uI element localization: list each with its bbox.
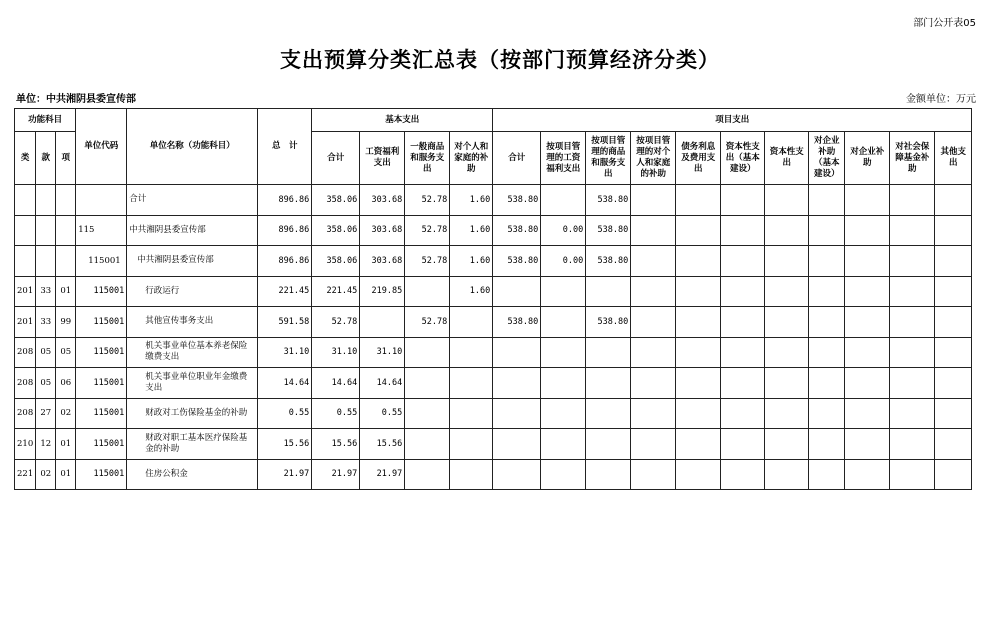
cell-total: 14.64 bbox=[258, 368, 312, 399]
project-col-header: 对企业补助（基本建设） bbox=[809, 132, 845, 185]
cell-b-sum: 14.64 bbox=[312, 368, 360, 399]
table-row bbox=[15, 337, 972, 368]
cell-kuan: 02 bbox=[36, 459, 56, 490]
project-col-header: 对社会保障基金补助 bbox=[890, 132, 935, 185]
cell-empty bbox=[721, 398, 765, 429]
table-row bbox=[15, 459, 972, 490]
func-subject-header: 功能科目 bbox=[15, 109, 76, 132]
expenditure-table bbox=[14, 108, 972, 490]
cell-p-sum bbox=[493, 459, 541, 490]
cell-p-wage bbox=[541, 459, 586, 490]
cell-code: 115001 bbox=[76, 398, 127, 429]
cell-empty bbox=[935, 215, 972, 246]
cell-b-ind bbox=[450, 368, 493, 399]
cell-p-goods: 538.80 bbox=[586, 215, 631, 246]
cell-total: 591.58 bbox=[258, 307, 312, 338]
cell-empty bbox=[721, 185, 765, 216]
cell-xiang bbox=[56, 185, 76, 216]
cell-empty bbox=[676, 185, 721, 216]
cell-b-wage: 303.68 bbox=[360, 246, 405, 277]
cell-b-sum: 31.10 bbox=[312, 337, 360, 368]
cell-b-wage: 31.10 bbox=[360, 337, 405, 368]
cell-empty bbox=[721, 459, 765, 490]
cell-kuan bbox=[36, 215, 56, 246]
cell-empty bbox=[890, 307, 935, 338]
cell-b-ind: 1.60 bbox=[450, 246, 493, 277]
cell-empty bbox=[890, 459, 935, 490]
project-col-header: 按项目管理的对个人和家庭的补助 bbox=[631, 132, 676, 185]
cell-name: 机关事业单位基本养老保险缴费支出 bbox=[127, 337, 258, 368]
xiang-header: 项 bbox=[56, 132, 76, 185]
cell-kuan: 33 bbox=[36, 307, 56, 338]
cell-name: 住房公积金 bbox=[127, 459, 258, 490]
cell-empty bbox=[765, 429, 809, 460]
cell-lei: 210 bbox=[15, 429, 36, 460]
cell-empty bbox=[845, 185, 890, 216]
cell-p-sum: 538.80 bbox=[493, 185, 541, 216]
cell-b-wage bbox=[360, 307, 405, 338]
cell-p-goods: 538.80 bbox=[586, 246, 631, 277]
cell-empty bbox=[765, 246, 809, 277]
cell-b-sum: 52.78 bbox=[312, 307, 360, 338]
cell-empty bbox=[809, 246, 845, 277]
table-number-label: 部门公开表05 bbox=[913, 18, 976, 29]
cell-b-sum: 358.06 bbox=[312, 185, 360, 216]
cell-empty bbox=[631, 368, 676, 399]
cell-total: 896.86 bbox=[258, 215, 312, 246]
cell-empty bbox=[890, 215, 935, 246]
cell-xiang bbox=[56, 215, 76, 246]
cell-empty bbox=[676, 215, 721, 246]
cell-kuan: 12 bbox=[36, 429, 56, 460]
cell-b-goods: 52.78 bbox=[405, 215, 450, 246]
cell-p-goods bbox=[586, 429, 631, 460]
cell-lei: 201 bbox=[15, 307, 36, 338]
cell-p-sum bbox=[493, 368, 541, 399]
basic-col-header: 一般商品和服务支出 bbox=[405, 132, 450, 185]
cell-kuan bbox=[36, 185, 56, 216]
cell-kuan: 05 bbox=[36, 368, 56, 399]
cell-b-sum: 358.06 bbox=[312, 246, 360, 277]
cell-code: 115001 bbox=[76, 368, 127, 399]
cell-b-ind: 1.60 bbox=[450, 276, 493, 307]
cell-b-ind bbox=[450, 459, 493, 490]
cell-empty bbox=[845, 429, 890, 460]
cell-empty bbox=[721, 368, 765, 399]
cell-empty bbox=[765, 215, 809, 246]
cell-b-ind bbox=[450, 398, 493, 429]
cell-p-sum bbox=[493, 276, 541, 307]
cell-empty bbox=[809, 398, 845, 429]
cell-empty bbox=[809, 368, 845, 399]
cell-empty bbox=[935, 459, 972, 490]
cell-p-goods: 538.80 bbox=[586, 307, 631, 338]
cell-total: 896.86 bbox=[258, 246, 312, 277]
cell-b-wage: 15.56 bbox=[360, 429, 405, 460]
cell-p-wage bbox=[541, 276, 586, 307]
project-col-header: 按项目管理的商品和服务支出 bbox=[586, 132, 631, 185]
cell-code: 115001 bbox=[76, 246, 127, 277]
cell-empty bbox=[676, 337, 721, 368]
cell-empty bbox=[721, 429, 765, 460]
cell-xiang: 01 bbox=[56, 276, 76, 307]
table-row bbox=[15, 215, 972, 246]
cell-p-goods bbox=[586, 276, 631, 307]
cell-lei bbox=[15, 215, 36, 246]
kuan-header: 款 bbox=[36, 132, 56, 185]
cell-empty bbox=[935, 337, 972, 368]
cell-code: 115001 bbox=[76, 337, 127, 368]
cell-empty bbox=[765, 398, 809, 429]
page-title: 支出预算分类汇总表（按部门预算经济分类） bbox=[280, 48, 720, 72]
cell-kuan: 27 bbox=[36, 398, 56, 429]
cell-lei bbox=[15, 246, 36, 277]
cell-empty bbox=[631, 185, 676, 216]
cell-empty bbox=[809, 307, 845, 338]
cell-empty bbox=[721, 215, 765, 246]
cell-b-goods bbox=[405, 337, 450, 368]
cell-name: 财政对职工基本医疗保险基金的补助 bbox=[127, 429, 258, 460]
cell-empty bbox=[765, 276, 809, 307]
cell-empty bbox=[631, 337, 676, 368]
total-header: 总 计 bbox=[258, 109, 312, 185]
cell-empty bbox=[676, 246, 721, 277]
basic-col-header: 对个人和家庭的补助 bbox=[450, 132, 493, 185]
cell-lei: 208 bbox=[15, 368, 36, 399]
cell-name: 其他宣传事务支出 bbox=[127, 307, 258, 338]
cell-empty bbox=[809, 185, 845, 216]
cell-empty bbox=[890, 276, 935, 307]
cell-xiang: 02 bbox=[56, 398, 76, 429]
project-col-header: 其他支出 bbox=[935, 132, 972, 185]
cell-b-goods bbox=[405, 429, 450, 460]
cell-b-wage: 219.85 bbox=[360, 276, 405, 307]
cell-p-wage bbox=[541, 398, 586, 429]
cell-b-wage: 14.64 bbox=[360, 368, 405, 399]
cell-p-sum: 538.80 bbox=[493, 215, 541, 246]
cell-b-sum: 21.97 bbox=[312, 459, 360, 490]
cell-empty bbox=[845, 246, 890, 277]
cell-empty bbox=[890, 398, 935, 429]
cell-lei: 208 bbox=[15, 337, 36, 368]
project-col-header: 按项目管理的工资福利支出 bbox=[541, 132, 586, 185]
cell-b-sum: 358.06 bbox=[312, 215, 360, 246]
cell-xiang: 99 bbox=[56, 307, 76, 338]
cell-kuan: 33 bbox=[36, 276, 56, 307]
cell-p-sum bbox=[493, 429, 541, 460]
cell-lei bbox=[15, 185, 36, 216]
cell-empty bbox=[845, 215, 890, 246]
cell-xiang bbox=[56, 246, 76, 277]
cell-b-goods: 52.78 bbox=[405, 307, 450, 338]
cell-code: 115 bbox=[76, 215, 127, 246]
cell-empty bbox=[809, 276, 845, 307]
table-row bbox=[15, 246, 972, 277]
project-col-header: 债务利息及费用支出 bbox=[676, 132, 721, 185]
cell-xiang: 05 bbox=[56, 337, 76, 368]
cell-p-sum bbox=[493, 337, 541, 368]
cell-empty bbox=[631, 246, 676, 277]
cell-xiang: 06 bbox=[56, 368, 76, 399]
cell-b-wage: 21.97 bbox=[360, 459, 405, 490]
basic-col-header: 合计 bbox=[312, 132, 360, 185]
cell-empty bbox=[765, 185, 809, 216]
cell-total: 21.97 bbox=[258, 459, 312, 490]
table-row bbox=[15, 307, 972, 338]
basic-expenditure-header: 基本支出 bbox=[312, 109, 493, 132]
cell-empty bbox=[935, 307, 972, 338]
cell-p-sum: 538.80 bbox=[493, 246, 541, 277]
cell-empty bbox=[765, 459, 809, 490]
cell-p-wage bbox=[541, 307, 586, 338]
cell-b-ind: 1.60 bbox=[450, 215, 493, 246]
cell-empty bbox=[676, 429, 721, 460]
cell-p-goods bbox=[586, 459, 631, 490]
cell-empty bbox=[631, 459, 676, 490]
project-col-header: 资本性支出 bbox=[765, 132, 809, 185]
cell-b-goods: 52.78 bbox=[405, 246, 450, 277]
cell-empty bbox=[765, 337, 809, 368]
cell-b-goods: 52.78 bbox=[405, 185, 450, 216]
cell-empty bbox=[676, 459, 721, 490]
cell-p-wage bbox=[541, 368, 586, 399]
cell-empty bbox=[935, 276, 972, 307]
cell-b-goods bbox=[405, 276, 450, 307]
cell-p-wage: 0.00 bbox=[541, 215, 586, 246]
cell-b-sum: 221.45 bbox=[312, 276, 360, 307]
cell-empty bbox=[721, 276, 765, 307]
amount-unit-label: 金额单位：万元 bbox=[906, 94, 976, 105]
cell-empty bbox=[809, 215, 845, 246]
cell-empty bbox=[890, 185, 935, 216]
cell-code: 115001 bbox=[76, 429, 127, 460]
unit-name-header: 单位名称（功能科目） bbox=[127, 109, 258, 185]
cell-code: 115001 bbox=[76, 276, 127, 307]
cell-empty bbox=[845, 459, 890, 490]
table-row bbox=[15, 429, 972, 460]
cell-empty bbox=[676, 276, 721, 307]
cell-empty bbox=[765, 368, 809, 399]
cell-xiang: 01 bbox=[56, 429, 76, 460]
cell-empty bbox=[676, 368, 721, 399]
cell-p-goods bbox=[586, 368, 631, 399]
cell-p-wage bbox=[541, 185, 586, 216]
cell-empty bbox=[845, 398, 890, 429]
table-row bbox=[15, 398, 972, 429]
cell-empty bbox=[845, 337, 890, 368]
cell-b-ind bbox=[450, 429, 493, 460]
cell-empty bbox=[809, 337, 845, 368]
cell-b-goods bbox=[405, 398, 450, 429]
cell-empty bbox=[935, 368, 972, 399]
cell-empty bbox=[721, 246, 765, 277]
cell-name: 机关事业单位职业年金缴费支出 bbox=[127, 368, 258, 399]
cell-lei: 201 bbox=[15, 276, 36, 307]
cell-total: 31.10 bbox=[258, 337, 312, 368]
cell-empty bbox=[845, 276, 890, 307]
cell-p-sum bbox=[493, 398, 541, 429]
cell-xiang: 01 bbox=[56, 459, 76, 490]
cell-lei: 221 bbox=[15, 459, 36, 490]
cell-empty bbox=[631, 307, 676, 338]
cell-name: 行政运行 bbox=[127, 276, 258, 307]
cell-code: 115001 bbox=[76, 307, 127, 338]
cell-empty bbox=[935, 185, 972, 216]
cell-empty bbox=[676, 307, 721, 338]
lei-header: 类 bbox=[15, 132, 36, 185]
cell-name: 合计 bbox=[127, 185, 258, 216]
cell-p-wage: 0.00 bbox=[541, 246, 586, 277]
cell-empty bbox=[631, 215, 676, 246]
cell-b-goods bbox=[405, 459, 450, 490]
cell-empty bbox=[890, 429, 935, 460]
cell-total: 0.55 bbox=[258, 398, 312, 429]
cell-b-wage: 303.68 bbox=[360, 185, 405, 216]
cell-empty bbox=[845, 368, 890, 399]
cell-empty bbox=[631, 429, 676, 460]
cell-total: 15.56 bbox=[258, 429, 312, 460]
cell-b-wage: 303.68 bbox=[360, 215, 405, 246]
unit-code-header: 单位代码 bbox=[76, 109, 127, 185]
cell-p-goods bbox=[586, 337, 631, 368]
cell-kuan bbox=[36, 246, 56, 277]
cell-name: 财政对工伤保险基金的补助 bbox=[127, 398, 258, 429]
table-row bbox=[15, 276, 972, 307]
project-col-header: 资本性支出（基本建设） bbox=[721, 132, 765, 185]
cell-empty bbox=[676, 398, 721, 429]
cell-empty bbox=[845, 307, 890, 338]
cell-code bbox=[76, 185, 127, 216]
table-row bbox=[15, 368, 972, 399]
cell-empty bbox=[935, 246, 972, 277]
cell-b-ind bbox=[450, 307, 493, 338]
cell-b-ind bbox=[450, 337, 493, 368]
cell-kuan: 05 bbox=[36, 337, 56, 368]
cell-lei: 208 bbox=[15, 398, 36, 429]
cell-empty bbox=[721, 307, 765, 338]
cell-b-wage: 0.55 bbox=[360, 398, 405, 429]
basic-col-header: 工资福利支出 bbox=[360, 132, 405, 185]
cell-empty bbox=[721, 337, 765, 368]
cell-p-sum: 538.80 bbox=[493, 307, 541, 338]
cell-empty bbox=[935, 398, 972, 429]
table-row bbox=[15, 185, 972, 216]
cell-empty bbox=[809, 459, 845, 490]
project-col-header: 对企业补助 bbox=[845, 132, 890, 185]
cell-empty bbox=[890, 368, 935, 399]
cell-b-sum: 0.55 bbox=[312, 398, 360, 429]
cell-p-goods: 538.80 bbox=[586, 185, 631, 216]
cell-p-wage bbox=[541, 337, 586, 368]
cell-empty bbox=[631, 276, 676, 307]
cell-name: 中共湘阴县委宣传部 bbox=[127, 215, 258, 246]
cell-b-sum: 15.56 bbox=[312, 429, 360, 460]
cell-empty bbox=[890, 246, 935, 277]
project-expenditure-header: 项目支出 bbox=[493, 109, 972, 132]
cell-name: 中共湘阴县委宣传部 bbox=[127, 246, 258, 277]
cell-p-goods bbox=[586, 398, 631, 429]
cell-empty bbox=[765, 307, 809, 338]
unit-label: 单位：中共湘阴县委宣传部 bbox=[16, 94, 136, 105]
cell-empty bbox=[809, 429, 845, 460]
cell-code: 115001 bbox=[76, 459, 127, 490]
cell-total: 221.45 bbox=[258, 276, 312, 307]
cell-b-ind: 1.60 bbox=[450, 185, 493, 216]
cell-empty bbox=[935, 429, 972, 460]
cell-total: 896.86 bbox=[258, 185, 312, 216]
project-col-header: 合计 bbox=[493, 132, 541, 185]
cell-b-goods bbox=[405, 368, 450, 399]
cell-empty bbox=[631, 398, 676, 429]
cell-empty bbox=[890, 337, 935, 368]
cell-p-wage bbox=[541, 429, 586, 460]
